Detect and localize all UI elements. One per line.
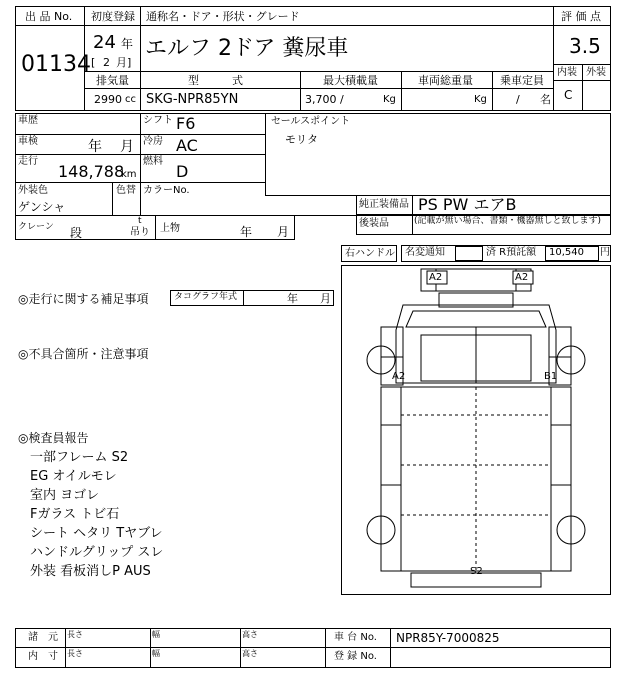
first-reg-label: 初度登録 — [91, 10, 135, 23]
mileage-unit: km — [121, 169, 137, 180]
inspector-line: ハンドルグリップ スレ — [30, 545, 164, 560]
steering: 右ハンドル — [345, 248, 395, 259]
inspector-line: 外装 看板消しP AUS — [30, 564, 151, 579]
shift-label: シフト — [143, 115, 173, 126]
lot-no-cell — [15, 25, 91, 111]
capacity-sep: / — [516, 93, 520, 106]
gross-weight-unit: Kg — [474, 94, 487, 105]
damage-mark-front-left: A2 — [429, 272, 443, 283]
defects-title: ◎不具合箇所・注意事項 — [18, 347, 149, 361]
sales-point: モリタ — [285, 133, 318, 146]
inspector-line: シート ヘタリ Tヤブレ — [30, 526, 163, 541]
crane-stage-unit: 段 — [70, 226, 83, 240]
interior-grade-cell — [553, 80, 583, 111]
top-month-unit: 月 — [277, 225, 290, 239]
grade-label-cell — [553, 6, 611, 26]
max-load-label: 最大積載量 — [323, 74, 378, 87]
model-label: 型 式 — [188, 74, 243, 87]
grade: 3.5 — [569, 34, 601, 58]
displacement-label: 排気量 — [96, 74, 129, 87]
mileage-change-label: 名変通知 — [405, 247, 445, 258]
damage-mark-rear: S2 — [470, 566, 483, 577]
grade-label: 評 価 点 — [561, 10, 601, 23]
tachograph-year-unit: 年 — [287, 292, 298, 305]
grade-cell — [553, 25, 611, 65]
top-label: 上物 — [160, 223, 180, 234]
displacement-unit: cc — [125, 94, 136, 105]
equipment: PS PW エアB — [418, 195, 517, 214]
sales-point-label: セールスポイント — [271, 116, 351, 127]
inspector-line: 一部フレーム S2 — [30, 450, 129, 465]
exterior-color: ゲンシャ — [18, 200, 66, 214]
month-unit: 月] — [116, 56, 132, 69]
chassis-label: 車 台 No. — [334, 632, 377, 643]
interior-label: 内装 — [557, 67, 577, 78]
first-reg-label-cell — [84, 6, 141, 26]
lot-no-label-cell — [15, 6, 85, 26]
displacement: 2990 — [94, 93, 122, 106]
truck-diagram — [341, 265, 611, 595]
name-label-cell — [140, 6, 554, 26]
recycle-fee: 10,540 — [549, 247, 584, 258]
inspector-title: ◎検査員報告 — [18, 431, 89, 445]
spec-label-row — [84, 71, 554, 89]
interior-label-cell — [553, 64, 583, 81]
length-label: 長さ — [67, 630, 83, 639]
chassis-no: NPR85Y-7000825 — [396, 631, 500, 645]
color-code-label: カラーNo. — [143, 185, 190, 196]
top-year-unit: 年 — [240, 225, 253, 239]
vehicle-name-cell — [140, 25, 554, 72]
exterior-grade-cell — [582, 80, 611, 111]
year-unit: 年 — [121, 37, 134, 51]
inspector-lines — [30, 448, 163, 581]
exterior-label-cell — [582, 64, 611, 81]
reg-label: 登 録 No. — [334, 651, 377, 662]
width-label: 幅 — [152, 630, 160, 639]
max-load: 3,700 / — [305, 93, 344, 106]
damage-mark-front-right: A2 — [515, 272, 529, 283]
aftermarket-note: (記載が無い場合、書類・機器無しと致します) — [414, 216, 602, 226]
capacity-unit: 名 — [540, 93, 551, 106]
ac: AC — [176, 136, 198, 155]
length-label-2: 長さ — [67, 649, 83, 658]
model: SKG-NPR85YN — [146, 92, 239, 107]
first-reg-year: 24 — [93, 32, 116, 53]
first-reg-cell — [84, 25, 141, 72]
month-bracket: [ — [91, 56, 96, 69]
inspector-line: 室内 ヨゴレ — [30, 488, 100, 503]
exterior-color-label: 外装色 — [18, 185, 48, 196]
gross-weight-label: 車両総重量 — [418, 74, 473, 87]
history-label: 車歴 — [18, 115, 38, 126]
crane-lift-unit: 吊り — [130, 227, 150, 238]
inspector-line: EG オイルモレ — [30, 469, 117, 484]
lot-no-label: 出 品 No. — [25, 10, 73, 23]
footer-row2-label: 内 寸 — [28, 651, 58, 662]
crane-label: クレーン — [18, 222, 54, 232]
vehicle-name: エルフ 2ドア 糞尿車 — [145, 36, 349, 61]
inspection-label: 車検 — [18, 136, 38, 147]
mileage-label: 走行 — [18, 156, 38, 167]
fuel: D — [176, 162, 189, 181]
height-label-2: 高さ — [242, 649, 258, 658]
mileage: 148,788 — [58, 162, 125, 181]
inspection-year-unit: 年 — [88, 139, 102, 155]
steering-cell — [341, 245, 397, 262]
tax-label: 済 R預託額 — [486, 247, 537, 258]
damage-mark-right-door: B1 — [544, 371, 558, 382]
width-label-2: 幅 — [152, 649, 160, 658]
height-label: 高さ — [242, 630, 258, 639]
footer-row1-label: 諸 元 — [28, 632, 58, 643]
fuel-label: 燃料 — [143, 156, 163, 167]
interior-grade: C — [564, 88, 573, 102]
inspection-month-unit: 月 — [120, 139, 134, 155]
aftermarket-label: 後装品 — [359, 218, 389, 229]
max-load-unit: Kg — [383, 94, 396, 105]
name-label: 通称名・ドア・形状・グレード — [146, 10, 300, 23]
damage-mark-left-door: A2 — [392, 371, 406, 382]
footer-table — [15, 628, 611, 668]
equipment-label: 純正装備品 — [359, 199, 409, 210]
color-no-label: 色替 — [116, 185, 136, 196]
tachograph-month-unit: 月 — [320, 292, 331, 305]
lot-no: 01134 — [21, 52, 91, 77]
driving-title: ◎走行に関する補足事項 — [18, 292, 149, 306]
windshield — [406, 311, 546, 327]
crane-t: t — [138, 216, 142, 226]
shift: F6 — [176, 114, 196, 133]
yen: 円 — [600, 247, 610, 258]
inspector-line: Fガラス トビ石 — [30, 507, 120, 522]
exterior-label: 外装 — [586, 67, 606, 78]
capacity-label: 乗車定員 — [500, 74, 544, 87]
ac-label: 冷房 — [143, 136, 163, 147]
tachograph-label: タコグラフ年式 — [174, 292, 238, 302]
mileage-change-box — [455, 246, 483, 261]
first-reg-month: 2 — [103, 56, 110, 69]
